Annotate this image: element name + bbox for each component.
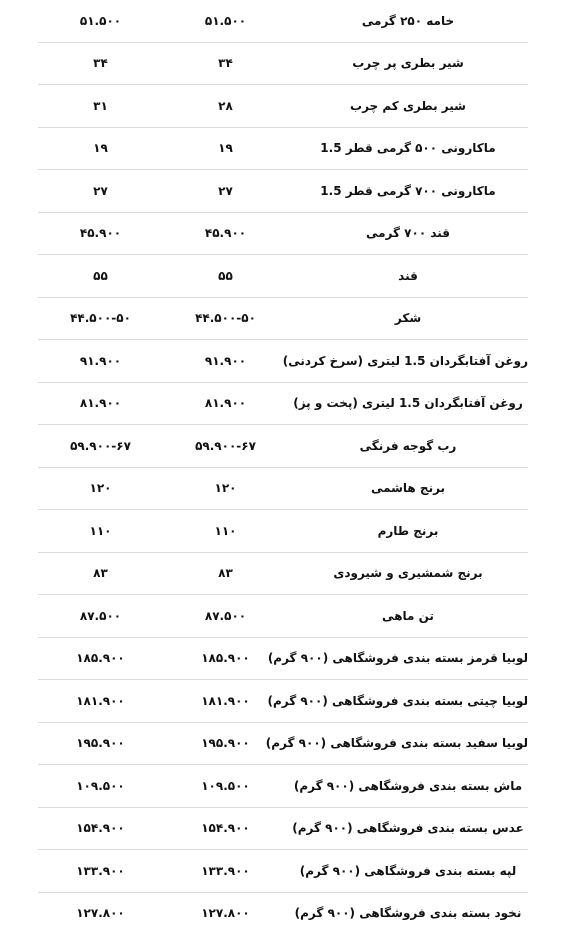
table-row — [38, 85, 528, 128]
product-name-cell: ماش بسته بندی فروشگاهی (۹۰۰ گرم) — [288, 765, 528, 808]
new-price-cell: ۱۸۱.۹۰۰ — [163, 680, 288, 723]
table-row — [38, 595, 528, 638]
new-price-cell: ۳۴ — [163, 42, 288, 85]
new-price-cell: ۸۱.۹۰۰ — [163, 382, 288, 425]
new-price-cell: ۱۹۵.۹۰۰ — [163, 722, 288, 765]
new-price-cell: ۱۲۰ — [163, 467, 288, 510]
product-name-cell: شیر بطری پر چرب — [288, 42, 528, 85]
old-price-cell: ۴۴.۵۰۰-۵۰ — [38, 297, 163, 340]
new-price-cell: ۸۳ — [163, 552, 288, 595]
product-name-cell: برنج هاشمی — [288, 467, 528, 510]
new-price-cell: ۴۵.۹۰۰ — [163, 212, 288, 255]
old-price-cell: ۱۱۰ — [38, 510, 163, 553]
old-price-cell: ۹۱.۹۰۰ — [38, 340, 163, 383]
table-row — [38, 722, 528, 765]
new-price-cell: ۹۱.۹۰۰ — [163, 340, 288, 383]
table-row — [38, 42, 528, 85]
old-price-cell: ۵۵ — [38, 255, 163, 298]
old-price-cell: ۸۳ — [38, 552, 163, 595]
product-name-cell: شیر بطری کم چرب — [288, 85, 528, 128]
table-row — [38, 127, 528, 170]
product-name-cell: قند — [288, 255, 528, 298]
product-name-cell: لپه بسته بندی فروشگاهی (۹۰۰ گرم) — [288, 850, 528, 893]
new-price-cell: ۲۷ — [163, 170, 288, 213]
product-name-cell: ماکارونی ۷۰۰ گرمی قطر 1.5 — [288, 170, 528, 213]
table-row — [38, 340, 528, 383]
table-row — [38, 510, 528, 553]
table-row — [38, 170, 528, 213]
old-price-cell: ۵۱.۵۰۰ — [38, 0, 163, 42]
table-row — [38, 0, 528, 42]
new-price-cell: ۱۹ — [163, 127, 288, 170]
old-price-cell: ۴۵.۹۰۰ — [38, 212, 163, 255]
new-price-cell: ۵۱.۵۰۰ — [163, 0, 288, 42]
product-name-cell: برنج طارم — [288, 510, 528, 553]
table-row — [38, 382, 528, 425]
new-price-cell: ۲۸ — [163, 85, 288, 128]
new-price-cell: ۱۳۳.۹۰۰ — [163, 850, 288, 893]
new-price-cell: ۱۸۵.۹۰۰ — [163, 637, 288, 680]
table-row — [38, 467, 528, 510]
table-row — [38, 765, 528, 808]
table-row — [38, 892, 528, 934]
old-price-cell: ۸۱.۹۰۰ — [38, 382, 163, 425]
old-price-cell: ۳۱ — [38, 85, 163, 128]
table-row — [38, 807, 528, 850]
old-price-cell: ۱۰۹.۵۰۰ — [38, 765, 163, 808]
product-name-cell: قند ۷۰۰ گرمی — [288, 212, 528, 255]
new-price-cell: ۸۷.۵۰۰ — [163, 595, 288, 638]
product-name-cell: روغن آفتابگردان 1.5 لیتری (سرخ کردنی) — [288, 340, 528, 383]
table-row — [38, 255, 528, 298]
table-row — [38, 850, 528, 893]
table-row — [38, 637, 528, 680]
new-price-cell: ۱۵۴.۹۰۰ — [163, 807, 288, 850]
old-price-cell: ۱۹۵.۹۰۰ — [38, 722, 163, 765]
product-name-cell: لوبیا چیتی بسته بندی فروشگاهی (۹۰۰ گرم) — [288, 680, 528, 723]
product-name-cell: نخود بسته بندی فروشگاهی (۹۰۰ گرم) — [294, 906, 522, 921]
old-price-cell: ۳۴ — [38, 42, 163, 85]
table-row — [38, 680, 528, 723]
old-price-cell: ۱۳۳.۹۰۰ — [38, 850, 163, 893]
product-name-cell: خامه ۲۵۰ گرمی — [288, 0, 528, 42]
product-name-cell: تن ماهی — [288, 595, 528, 638]
product-name-cell: روغن آفتابگردان 1.5 لیتری (پخت و پز) — [288, 382, 528, 425]
old-price-cell: ۱۲۷.۸۰۰ — [76, 906, 125, 921]
new-price-cell: ۱۰۹.۵۰۰ — [163, 765, 288, 808]
new-price-cell: ۱۱۰ — [163, 510, 288, 553]
product-name-cell: رب گوجه فرنگی — [288, 425, 528, 468]
price-table — [38, 0, 528, 934]
table-row — [38, 552, 528, 595]
old-price-cell: ۱۲۰ — [38, 467, 163, 510]
table-row — [38, 212, 528, 255]
old-price-cell: ۲۷ — [38, 170, 163, 213]
old-price-cell: ۱۹ — [38, 127, 163, 170]
old-price-cell: ۱۸۱.۹۰۰ — [38, 680, 163, 723]
product-name-cell: لوبیا سفید بسته بندی فروشگاهی (۹۰۰ گرم) — [288, 722, 528, 765]
product-name-cell: عدس بسته بندی فروشگاهی (۹۰۰ گرم) — [288, 807, 528, 850]
product-name-cell: شکر — [288, 297, 528, 340]
product-name-cell: لوبیا قرمز بسته بندی فروشگاهی (۹۰۰ گرم) — [288, 637, 528, 680]
old-price-cell: ۱۵۴.۹۰۰ — [38, 807, 163, 850]
new-price-cell: ۱۲۷.۸۰۰ — [201, 906, 250, 921]
new-price-cell: ۴۴.۵۰۰-۵۰ — [163, 297, 288, 340]
old-price-cell: ۱۸۵.۹۰۰ — [38, 637, 163, 680]
new-price-cell: ۵۵ — [163, 255, 288, 298]
new-price-cell: ۵۹.۹۰۰-۶۷ — [163, 425, 288, 468]
table-row — [38, 425, 528, 468]
table-row — [38, 297, 528, 340]
price-table-body — [38, 0, 528, 934]
old-price-cell: ۵۹.۹۰۰-۶۷ — [38, 425, 163, 468]
old-price-cell: ۸۷.۵۰۰ — [38, 595, 163, 638]
product-name-cell: ماکارونی ۵۰۰ گرمی قطر 1.5 — [288, 127, 528, 170]
product-name-cell: برنج شمشیری و شیرودی — [288, 552, 528, 595]
